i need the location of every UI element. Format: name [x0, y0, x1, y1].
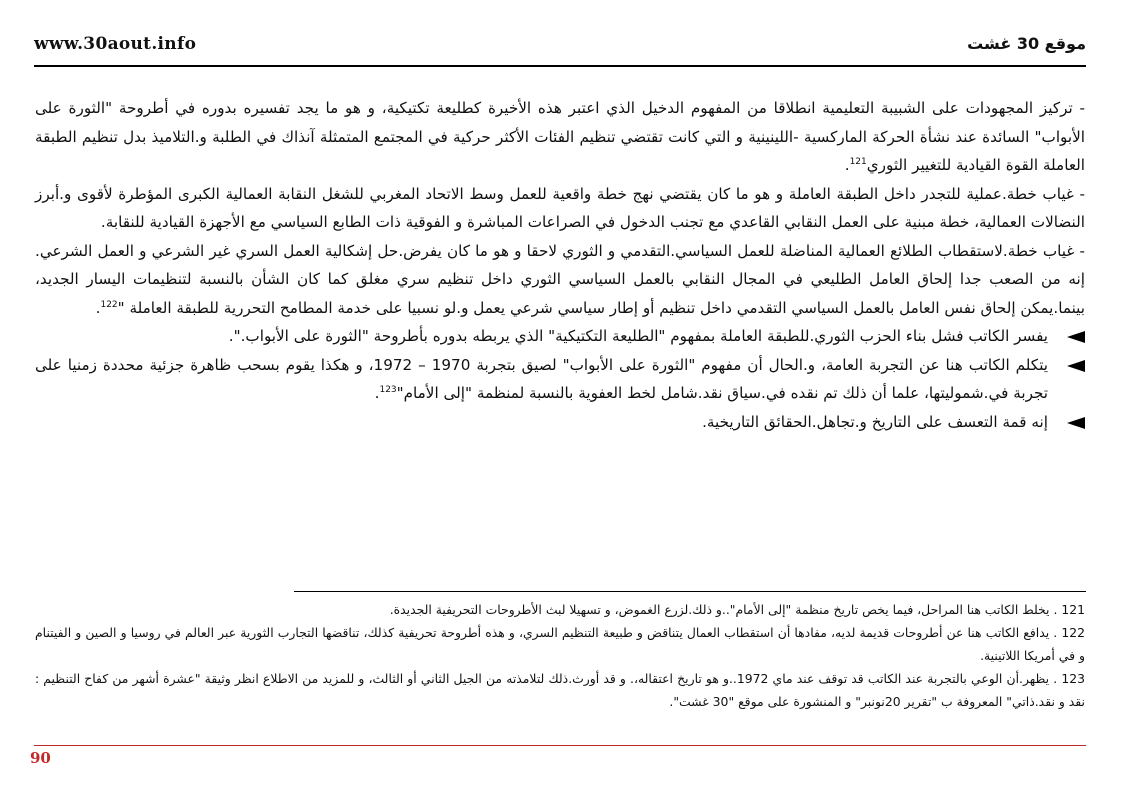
arrow-bullet-icon: [1067, 417, 1085, 429]
footnote-ref: 123: [379, 384, 397, 395]
list-item: يتكلم الكاتب هنا عن التجربة العامة، و.الحال أن مفهوم "الثورة على الأبواب" لصيق بتجربة 1970 – 1972، و هكذا يقوم بسحب ظاهرة جزئية محددة زمنيا على تجربة في.شموليتها، علما أن ذلك تم نقده في.سياق نقد.شامل لخط العفوية بالنسبة لمنظمة "إلى الأمام"$^{123}$.: [35, 351, 1085, 408]
list-item: إنه قمة التعسف على التاريخ و.تجاهل.الحقائق التاريخية.: [35, 408, 1085, 437]
footnote: 122 . يدافع الكاتب هنا عن أطروحات قديمة لديه، مفادها أن استقطاب العمال يتناقض و طبيعة التنظيم السري، و هذه أطروحة تحريفية كذلك، تناقضها التجارب الثورية عبر العالم في روسيا و الصين و الفيتنام و في أمريكا اللاتينية.: [35, 625, 1085, 663]
arrow-bullet-icon: [1067, 331, 1085, 343]
footnote: 123 . يظهر.أن الوعي بالتجربة عند الكاتب قد توقف عند ماي 1972..و هو تاريخ اعتقاله،. و قد أورث.ذلك لتلامذته من الجيل الثاني أو الثالث، و للمزيد من الاطلاع انظر وثيقة "عشرة أشهر من كفاح التنظيم : نقد و نقد.ذاتي" المعروفة ب "تقرير 20نونبر" و المنشورة على موقع "30 غشت".: [35, 671, 1085, 709]
page-number: 90: [30, 749, 51, 767]
footnote: 121 . يخلط الكاتب هنا المراحل، فيما يخص تاريخ منظمة "إلى الأمام"..و ذلك.لزرع الغموض، و تسهيلا لبث الأطروحات التحريفية الجديدة.: [389, 602, 1085, 617]
arrow-bullet-icon: [1067, 360, 1085, 372]
footnote-separator: [294, 591, 1086, 592]
header-rule: [34, 65, 1086, 67]
main-text: [35, 94, 1085, 436]
page-header: [34, 34, 1086, 64]
footnote-ref: 121: [849, 156, 867, 167]
footnote-ref: 122: [100, 299, 118, 310]
footer-rule: [34, 745, 1086, 746]
site-url: www.30aout.info: [34, 34, 197, 54]
footnote-number: 122: [1061, 625, 1085, 640]
footnote-number: 121: [1061, 602, 1085, 617]
paragraph: - غياب خطة.عملية للتجدر داخل الطبقة العاملة و هو ما كان يقتضي نهج خطة واقعية للعمل وسط الاتحاد المغربي للشغل النقابة العمالية الكبرى المؤطرة لأقوى و.أبرز النضالات العمالية، خطة مبنية على العمل النقابي القاعدي مع تجنب الدخول في الصراعات المباشرة و الفوقية ذات الطابع السياسي مع الأجهزة القيادية للنقابة.: [35, 184, 1085, 231]
paragraph: - تركيز المجهودات على الشبيبة التعليمية انطلاقا من المفهوم الدخيل الذي اعتبر هذه الأخيرة كطليعة تكتيكية، و هو ما يجد تفسيره بدوره في أطروحة "الثورة على الأبواب" السائدة عند نشأة الحركة الماركسية -اللينينية و التي كانت تقتضي تنظيم الفئات الأكثر حركية في المجتمع المتمثلة آنذاك في الطلبة و.التلاميذ بدل تنظيم الطبقة العاملة القوة القيادية للتغيير الثوري$^{121}$.: [35, 99, 1085, 174]
footnote-number: 123: [1061, 671, 1085, 686]
paragraph: - غياب خطة.لاستقطاب الطلائع العمالية المناضلة للعمل السياسي.التقدمي و الثوري لاحقا و هو ما كان يفرض.حل إشكالية العمل السري غير الشرعي و العمل الشرعي. إنه من الصعب جدا إلحاق العامل الطليعي في المجال النقابي بالعمل السياسي الثوري داخل تنظيم سري مغلق كما كان الشأن بالنسبة لتنظيمات اليسار الجديد، بينما.يمكن إلحاق نفس العامل بالعمل السياسي التقدمي داخل تنظيم أو إطار سياسي شرعي يعمل و.لو نسبيا على خدمة المطامح التحررية للطبقة العاملة "$^{122}$.: [35, 241, 1085, 317]
list-item: يفسر الكاتب فشل بناء الحزب الثوري.للطبقة العاملة بمفهوم "الطليعة التكتيكية" الذي يربطه بدوره بأطروحة "الثورة على الأبواب.".: [35, 322, 1085, 351]
site-name: موقع 30 غشت: [967, 34, 1086, 53]
footnotes: [35, 598, 1085, 713]
